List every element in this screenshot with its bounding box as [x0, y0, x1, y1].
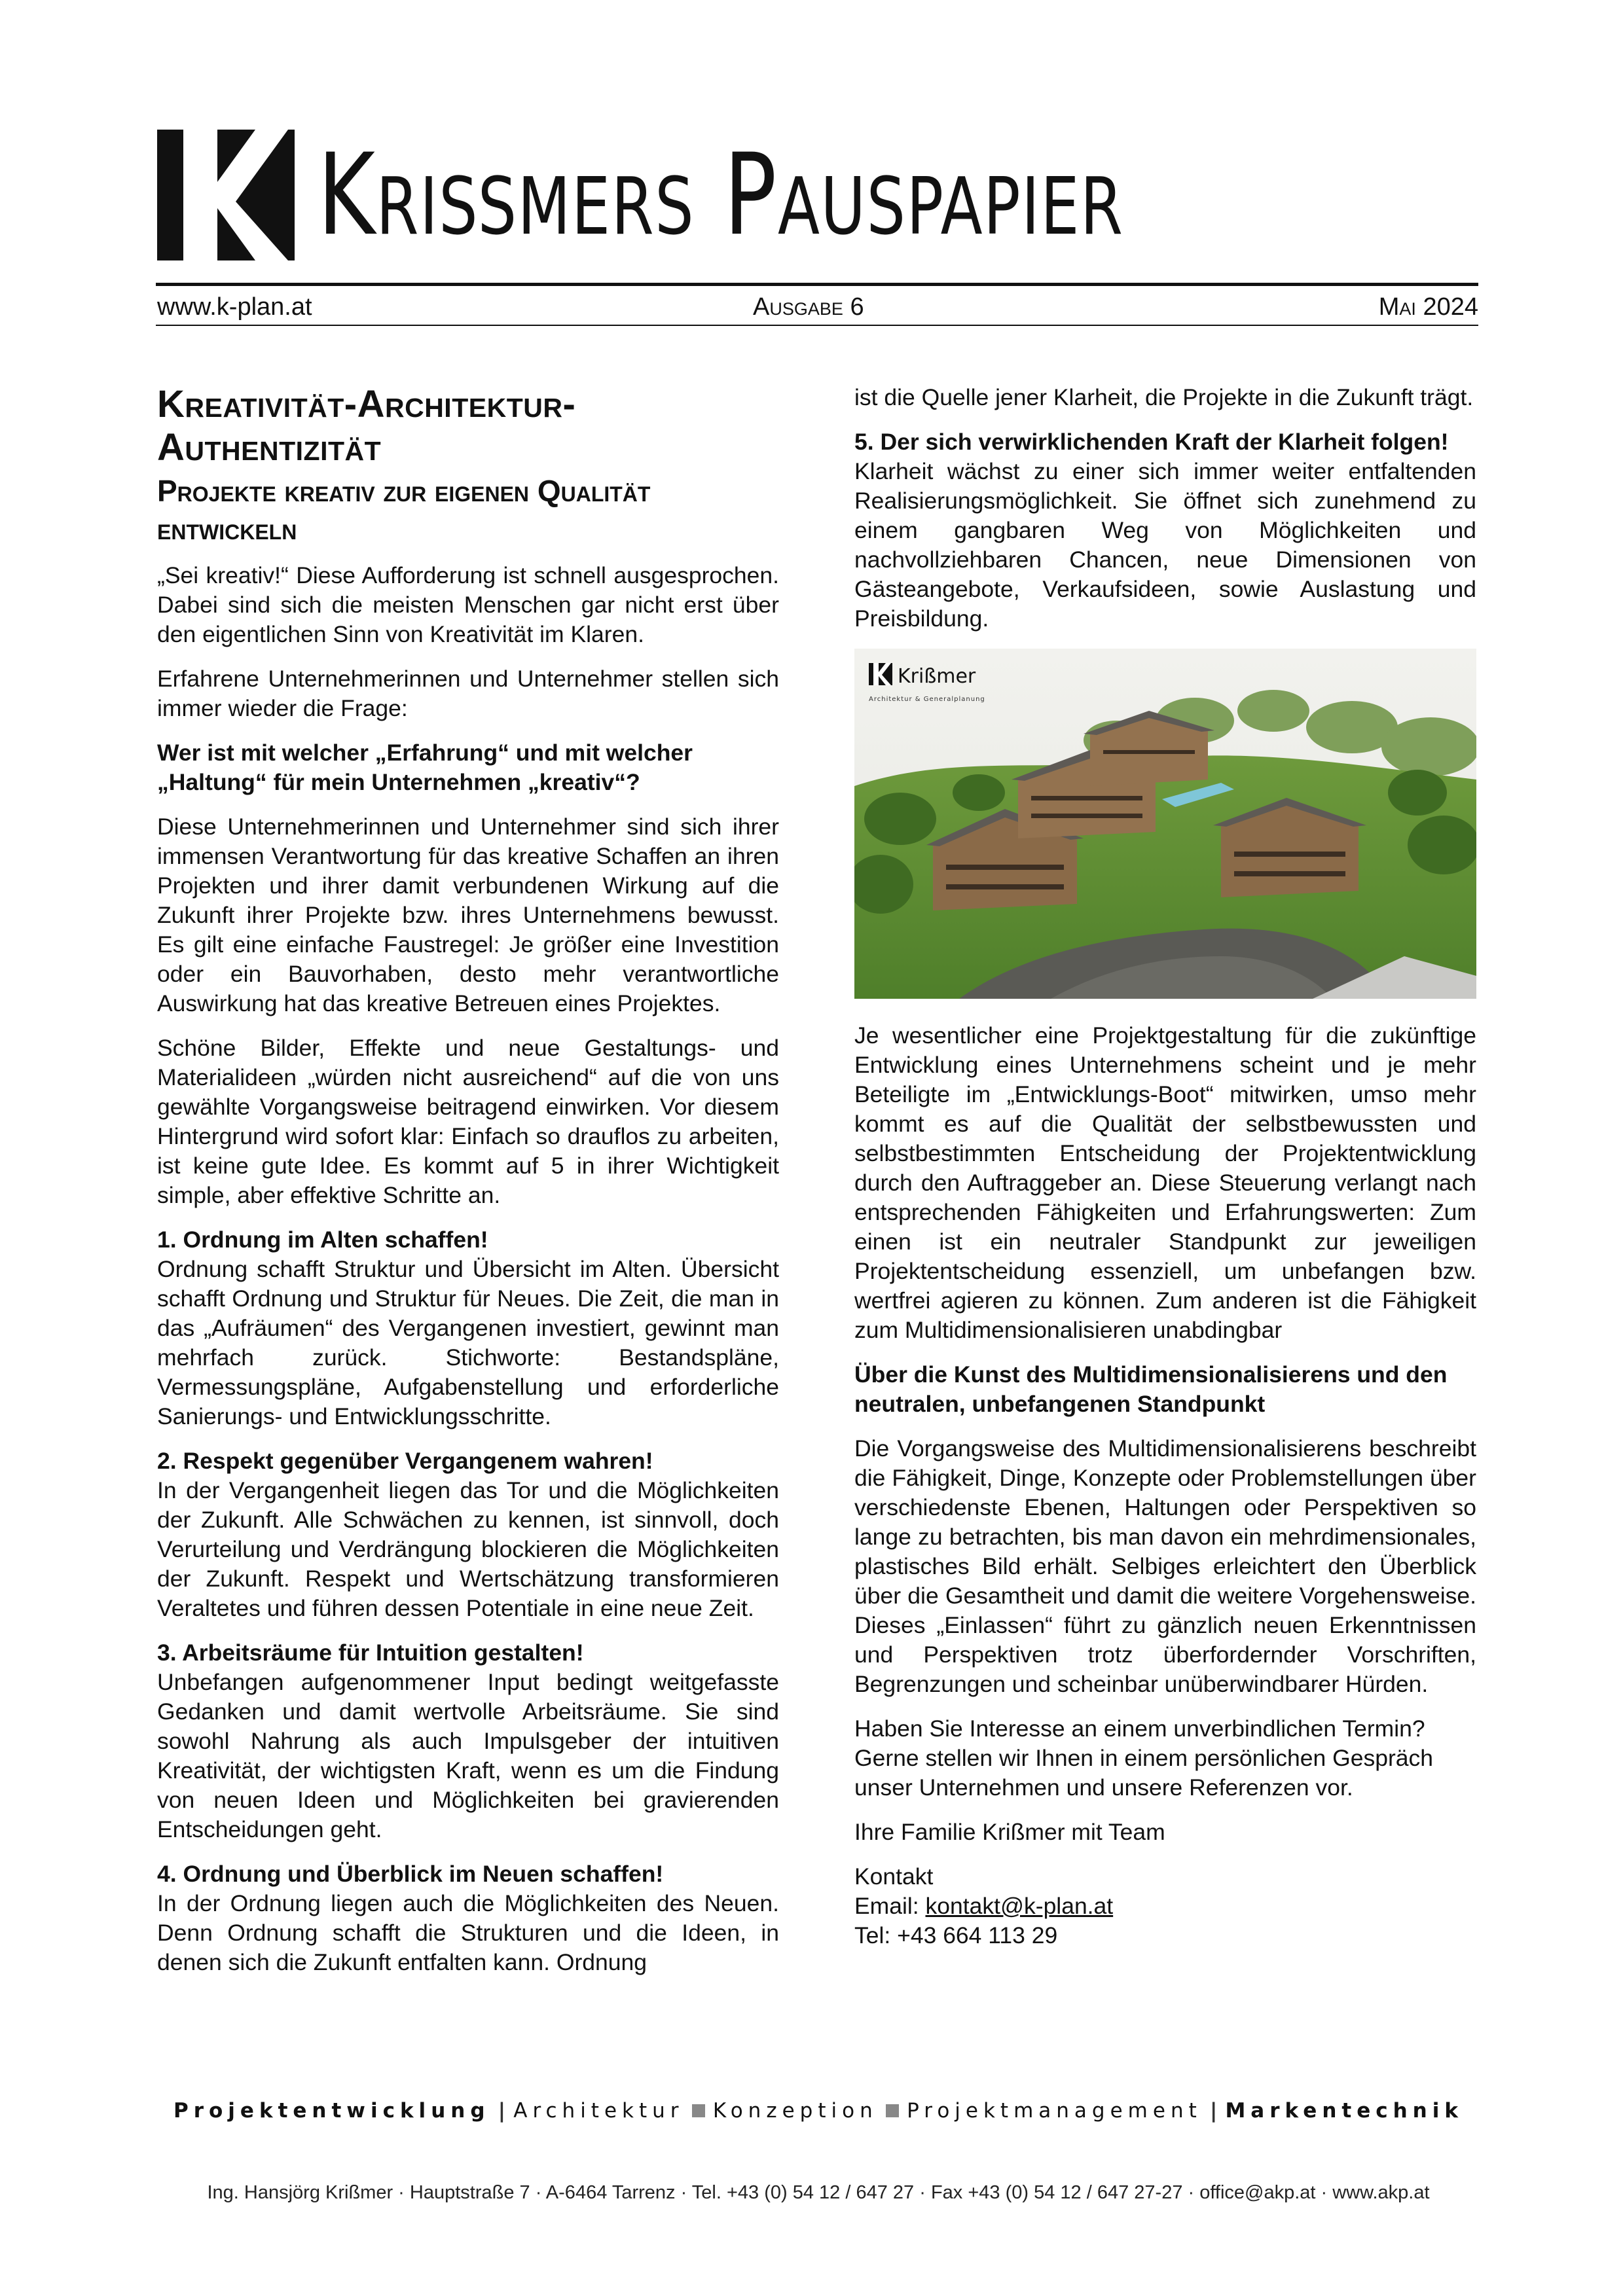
phone-number: Tel: +43 664 113 29 — [854, 1922, 1058, 1948]
service-item: Projektmanagement — [907, 2099, 1202, 2123]
website-link[interactable]: www.k-plan.at — [157, 293, 312, 321]
step-text: Klarheit wächst zu einer sich immer weiter entfaltenden Realisierungsmöglichkeit. Sie öffnet sich zunehmend zu einem gangbaren Weg von Möglichkeiten und nachvollziehbaren Chancen, neue Dimensionen von Gästeangebote, Verkaufsideen, sowie Auslastung und Preisbildung. — [854, 458, 1476, 632]
masthead-divider — [156, 283, 1478, 286]
masthead-title: Krißmers Pauspapier — [318, 129, 1124, 260]
step-text: Unbefangen aufgenommener Input bedingt weitgefasste Gedanken und damit wertvolle Arbeitsräume. Sie sind sowohl Nahrung als auch Impulsgeber der intuitiven Kreativität, der wichtigsten Kraft, wenn es um die Findung von neuen Ideen und Möglichkeiten bei gravierenden Entscheidungen geht. — [157, 1669, 779, 1842]
step-text: In der Vergangenheit liegen das Tor und die Möglichkeiten der Zukunft. Alle Schwächen zu kennen, ist sinnvoll, doch Verurteilung und Verdrängung blockieren die Möglichkeiten der Zukunft. Respekt und Wertschätzung transformieren Veraltetes und führen dessen Potentiale in eine neue Zeit. — [157, 1477, 779, 1621]
services-bar — [173, 2091, 1463, 2130]
section-heading: Über die Kunst des Multidimensionalisierens und den neutralen, unbefangenen Standpunkt — [854, 1361, 1448, 1417]
article-column-right — [854, 383, 1476, 1965]
email-link[interactable]: kontakt@k-plan.at — [925, 1893, 1114, 1919]
intro-paragraph: Erfahrene Unternehmerinnen und Unternehmer stellen sich immer wieder die Frage: — [157, 666, 779, 721]
meta-divider — [156, 325, 1478, 326]
step-heading: 3. Arbeitsräume für Intuition gestalten! — [157, 1640, 584, 1666]
k-logo-icon — [157, 130, 295, 260]
step-heading: 5. Der sich verwirklichenden Kraft der Klarheit folgen! — [854, 429, 1449, 455]
service-item: Markentechnik — [1225, 2099, 1463, 2123]
step-text: Ordnung schafft Struktur und Übersicht im Alten. Übersicht schafft Ordnung und Struktur für Neues. Die Zeit, die man in das „Aufräumen“ des Vergangenen investiert, gewinnt man mehrfach zurück. Stichworte: Bestandspläne, Vermessungspläne, Aufgabenstellung und erforderliche Sanierungs- und Entwicklungsschritte. — [157, 1256, 779, 1429]
signature: Ihre Familie Krißmer mit Team — [854, 1819, 1165, 1845]
service-item: Projektentwicklung — [173, 2099, 490, 2123]
step-5 — [854, 427, 1476, 634]
issue-number: Ausgabe 6 — [753, 293, 864, 321]
step-heading: 2. Respekt gegenüber Vergangenem wahren! — [157, 1448, 653, 1474]
step-2 — [157, 1446, 779, 1623]
square-bullet-icon — [692, 2104, 705, 2117]
step-4 — [157, 1859, 779, 1977]
service-item: Konzeption — [712, 2099, 878, 2123]
separator-bar: | — [1209, 2099, 1218, 2123]
step-heading: 4. Ordnung und Überblick im Neuen schaffen! — [157, 1861, 664, 1887]
article-headline: Kreativität-Architektur-Authentizität — [157, 383, 576, 469]
architecture-rendering-image — [854, 649, 1476, 999]
closing-paragraph: Haben Sie Interesse an einem unverbindlichen Termin? Gerne stellen wir Ihnen in einem persönlichen Gespräch unser Unternehmen und unsere Referenzen vor. — [854, 1715, 1434, 1801]
body-paragraph: Je wesentlicher eine Projektgestaltung für die zukünftige Entwicklung eines Unternehmens scheint und je mehr Beteiligte im „Entwicklungs-Boot“ mitwirken, umso mehr kommt es auf die Qualität der selbstbewussten und selbstbestimmten Entscheidung der Projektentwicklung durch den Auftraggeber an. Diese Steuerung verlangt nach entsprechenden Fähigkeiten und Erfahrungswerten: Zum einen ist ein neutraler Standpunkt zur jeweiligen Projektentscheidung essenziell, um unbefangen bzw. wertfrei agieren zu können. Zum anderen ist die Fähigkeit zum Multidimensionalisieren unabdingbar — [854, 1022, 1476, 1343]
rendering-logo-text: Krißmer — [898, 665, 976, 688]
step-1 — [157, 1225, 779, 1431]
service-item: Architektur — [513, 2099, 684, 2123]
body-paragraph: Die Vorgangsweise des Multidimensionalisierens beschreibt die Fähigkeit, Dinge, Konzepte oder Problemstellungen über verschiedenste Ebenen, Haltungen oder Perspektiven so lange zu betrachten, bis man davon ein mehrdimensionales, plastisches Bild erhält. Selbiges erleichtert den Überblick über die Gesamtheit und damit die weitere Vorgehensweise. Dieses „Einlassen“ führt zu gänzlich neuen Erkenntnissen und Perspektiven trotz überfordernder Vorschriften, Begrenzungen und scheinbar unüberwindbarer Hürden. — [854, 1435, 1476, 1697]
body-paragraph: Schöne Bilder, Effekte und neue Gestaltungs- und Materialideen „würden nicht ausreichend“ auf die von uns gewählte Vorgangsweise beitragend einwirken. Vor diesem Hintergrund wird sofort klar: Einfach so drauflos zu arbeiten, ist keine gute Idee. Es kommt auf 5 in ihrer Wichtigkeit simple, aber effektive Schritte an. — [157, 1035, 779, 1208]
step-heading: 1. Ordnung im Alten schaffen! — [157, 1227, 488, 1253]
step-3 — [157, 1638, 779, 1844]
separator-bar: | — [498, 2099, 506, 2123]
contact-heading: Kontakt — [854, 1863, 934, 1890]
intro-paragraph: „Sei kreativ!“ Diese Aufforderung ist schnell ausgesprochen. Dabei sind sich die meisten Menschen gar nicht erst über den eigentlichen Sinn von Kreativität im Klaren. — [157, 562, 779, 647]
email-label: Email: — [854, 1893, 926, 1919]
footer-address: Ing. Hansjörg Krißmer · Hauptstraße 7 · A-6464 Tarrenz · Tel. +43 (0) 54 12 / 647 27 · Fax +43 (0) 54 12 / 647 27-27 · office@akp.at · www.akp.at — [207, 2182, 1430, 2203]
square-bullet-icon — [886, 2104, 899, 2117]
step-text: In der Ordnung liegen auch die Möglichkeiten des Neuen. Denn Ordnung schafft die Strukturen und die Ideen, in denen sich die Zukunft entfalten kann. Ordnung — [157, 1890, 779, 1975]
issue-date: Mai 2024 — [1378, 293, 1478, 321]
body-paragraph: Diese Unternehmerinnen und Unternehmer sind sich ihrer immensen Verantwortung für das kreative Schaffen an ihren Projekten und ihrer damit verbundenen Wirkung auf die Zukunft ihrer Projekte bzw. ihres Unternehmens bewusst. Es gilt eine einfache Faustregel: Je größer eine Investition oder ein Bauvorhaben, desto mehr verantwortliche Auswirkung hat das kreative Betreuen eines Projektes. — [157, 814, 779, 1016]
key-question: Wer ist mit welcher „Erfahrung“ und mit welcher „Haltung“ für mein Unternehmen „kreativ“? — [157, 740, 693, 795]
rendering-logo-subtext: Architektur & Generalplanung — [869, 696, 985, 703]
article-column-left — [157, 383, 779, 1992]
step-4-continued: ist die Quelle jener Klarheit, die Projekte in die Zukunft trägt. — [854, 384, 1474, 410]
article-subheadline: Projekte kreativ zur eigenen Qualität entwickeln — [157, 474, 651, 546]
contact-block — [854, 1862, 1476, 1950]
